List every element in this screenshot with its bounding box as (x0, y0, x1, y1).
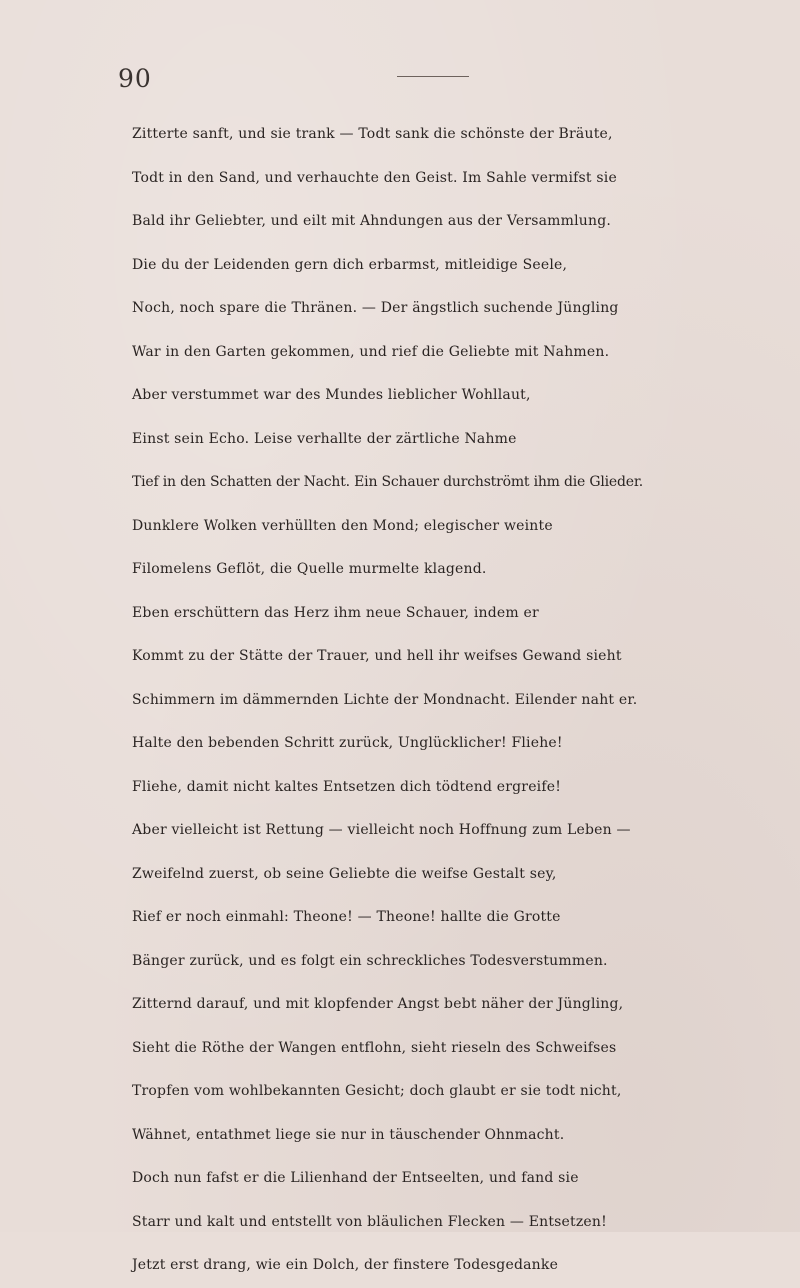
poem-line: Schimmern im dämmernden Lichte der Mondnacht. Eilender naht er. (132, 691, 638, 708)
poem-line: Tropfen vom wohlbekannten Gesicht; doch glaubt er sie todt nicht, (132, 1083, 622, 1099)
poem-line: Doch nun fafst er die Lilienhand der Entseelten, und fand sie (132, 1170, 579, 1186)
poem-line: Jetzt erst drang, wie ein Dolch, der finstere Todesgedanke (132, 1257, 559, 1273)
poem-line: Zitternd darauf, und mit klopfender Angst bebt näher der Jüngling, (132, 996, 624, 1012)
poem-line: Wähnet, entathmet liege sie nur in täuschender Ohnmacht. (132, 1126, 565, 1143)
poem-line: Halte den bebenden Schritt zurück, Unglücklicher! Fliehe! (132, 735, 563, 751)
poem-line: Todt in den Sand, und verhauchte den Geist. Im Sahle vermifst sie (132, 169, 617, 186)
poem-line: Filomelens Geflöt, die Quelle murmelte klagend. (132, 561, 487, 577)
poem-line: Fliehe, damit nicht kaltes Entsetzen dich tödtend ergreife! (132, 778, 562, 795)
poem-line: Bald ihr Geliebter, und eilt mit Ahndungen aus der Versammlung. (132, 213, 612, 229)
poem-line: Tief in den Schatten der Nacht. Ein Schauer durchströmt ihm die Glieder. (132, 474, 644, 490)
poem-line: Dunklere Wolken verhüllten den Mond; elegischer weinte (132, 517, 553, 534)
poem-line: Rief er noch einmahl: Theone! — Theone! hallte die Grotte (132, 909, 561, 925)
poem-line: Eben erschüttern das Herz ihm neue Schauer, indem er (132, 604, 539, 621)
poem-line: Aber verstummet war des Mundes lieblicher Wohllaut, (132, 387, 531, 403)
poem-text (132, 113, 792, 1288)
page-number: 90 (118, 64, 152, 93)
header-rule (397, 76, 469, 77)
poem-line: Zweifelnd zuerst, ob seine Geliebte die weifse Gestalt sey, (132, 865, 557, 882)
poem-line: Kommt zu der Stätte der Trauer, und hell ihr weifses Gewand sieht (132, 648, 622, 664)
poem-line: Aber vielleicht ist Rettung — vielleicht noch Hoffnung zum Leben — (132, 822, 631, 838)
poem-line: Starr und kalt und entstellt von bläulichen Flecken — Entsetzen! (132, 1213, 607, 1230)
poem-line: Bänger zurück, und es folgt ein schreckliches Todesverstummen. (132, 952, 608, 969)
poem-line: Einst sein Echo. Leise verhallte der zärtliche Nahme (132, 430, 517, 447)
poem-line: War in den Garten gekommen, und rief die Geliebte mit Nahmen. (132, 343, 610, 360)
poem-line: Sieht die Röthe der Wangen entflohn, sieht rieseln des Schweifses (132, 1039, 617, 1056)
poem-line: Zitterte sanft, und sie trank — Todt sank die schönste der Bräute, (132, 126, 613, 142)
poem-line: Noch, noch spare die Thränen. — Der ängstlich suchende Jüngling (132, 300, 619, 316)
poem-line: Die du der Leidenden gern dich erbarmst, mitleidige Seele, (132, 256, 568, 273)
